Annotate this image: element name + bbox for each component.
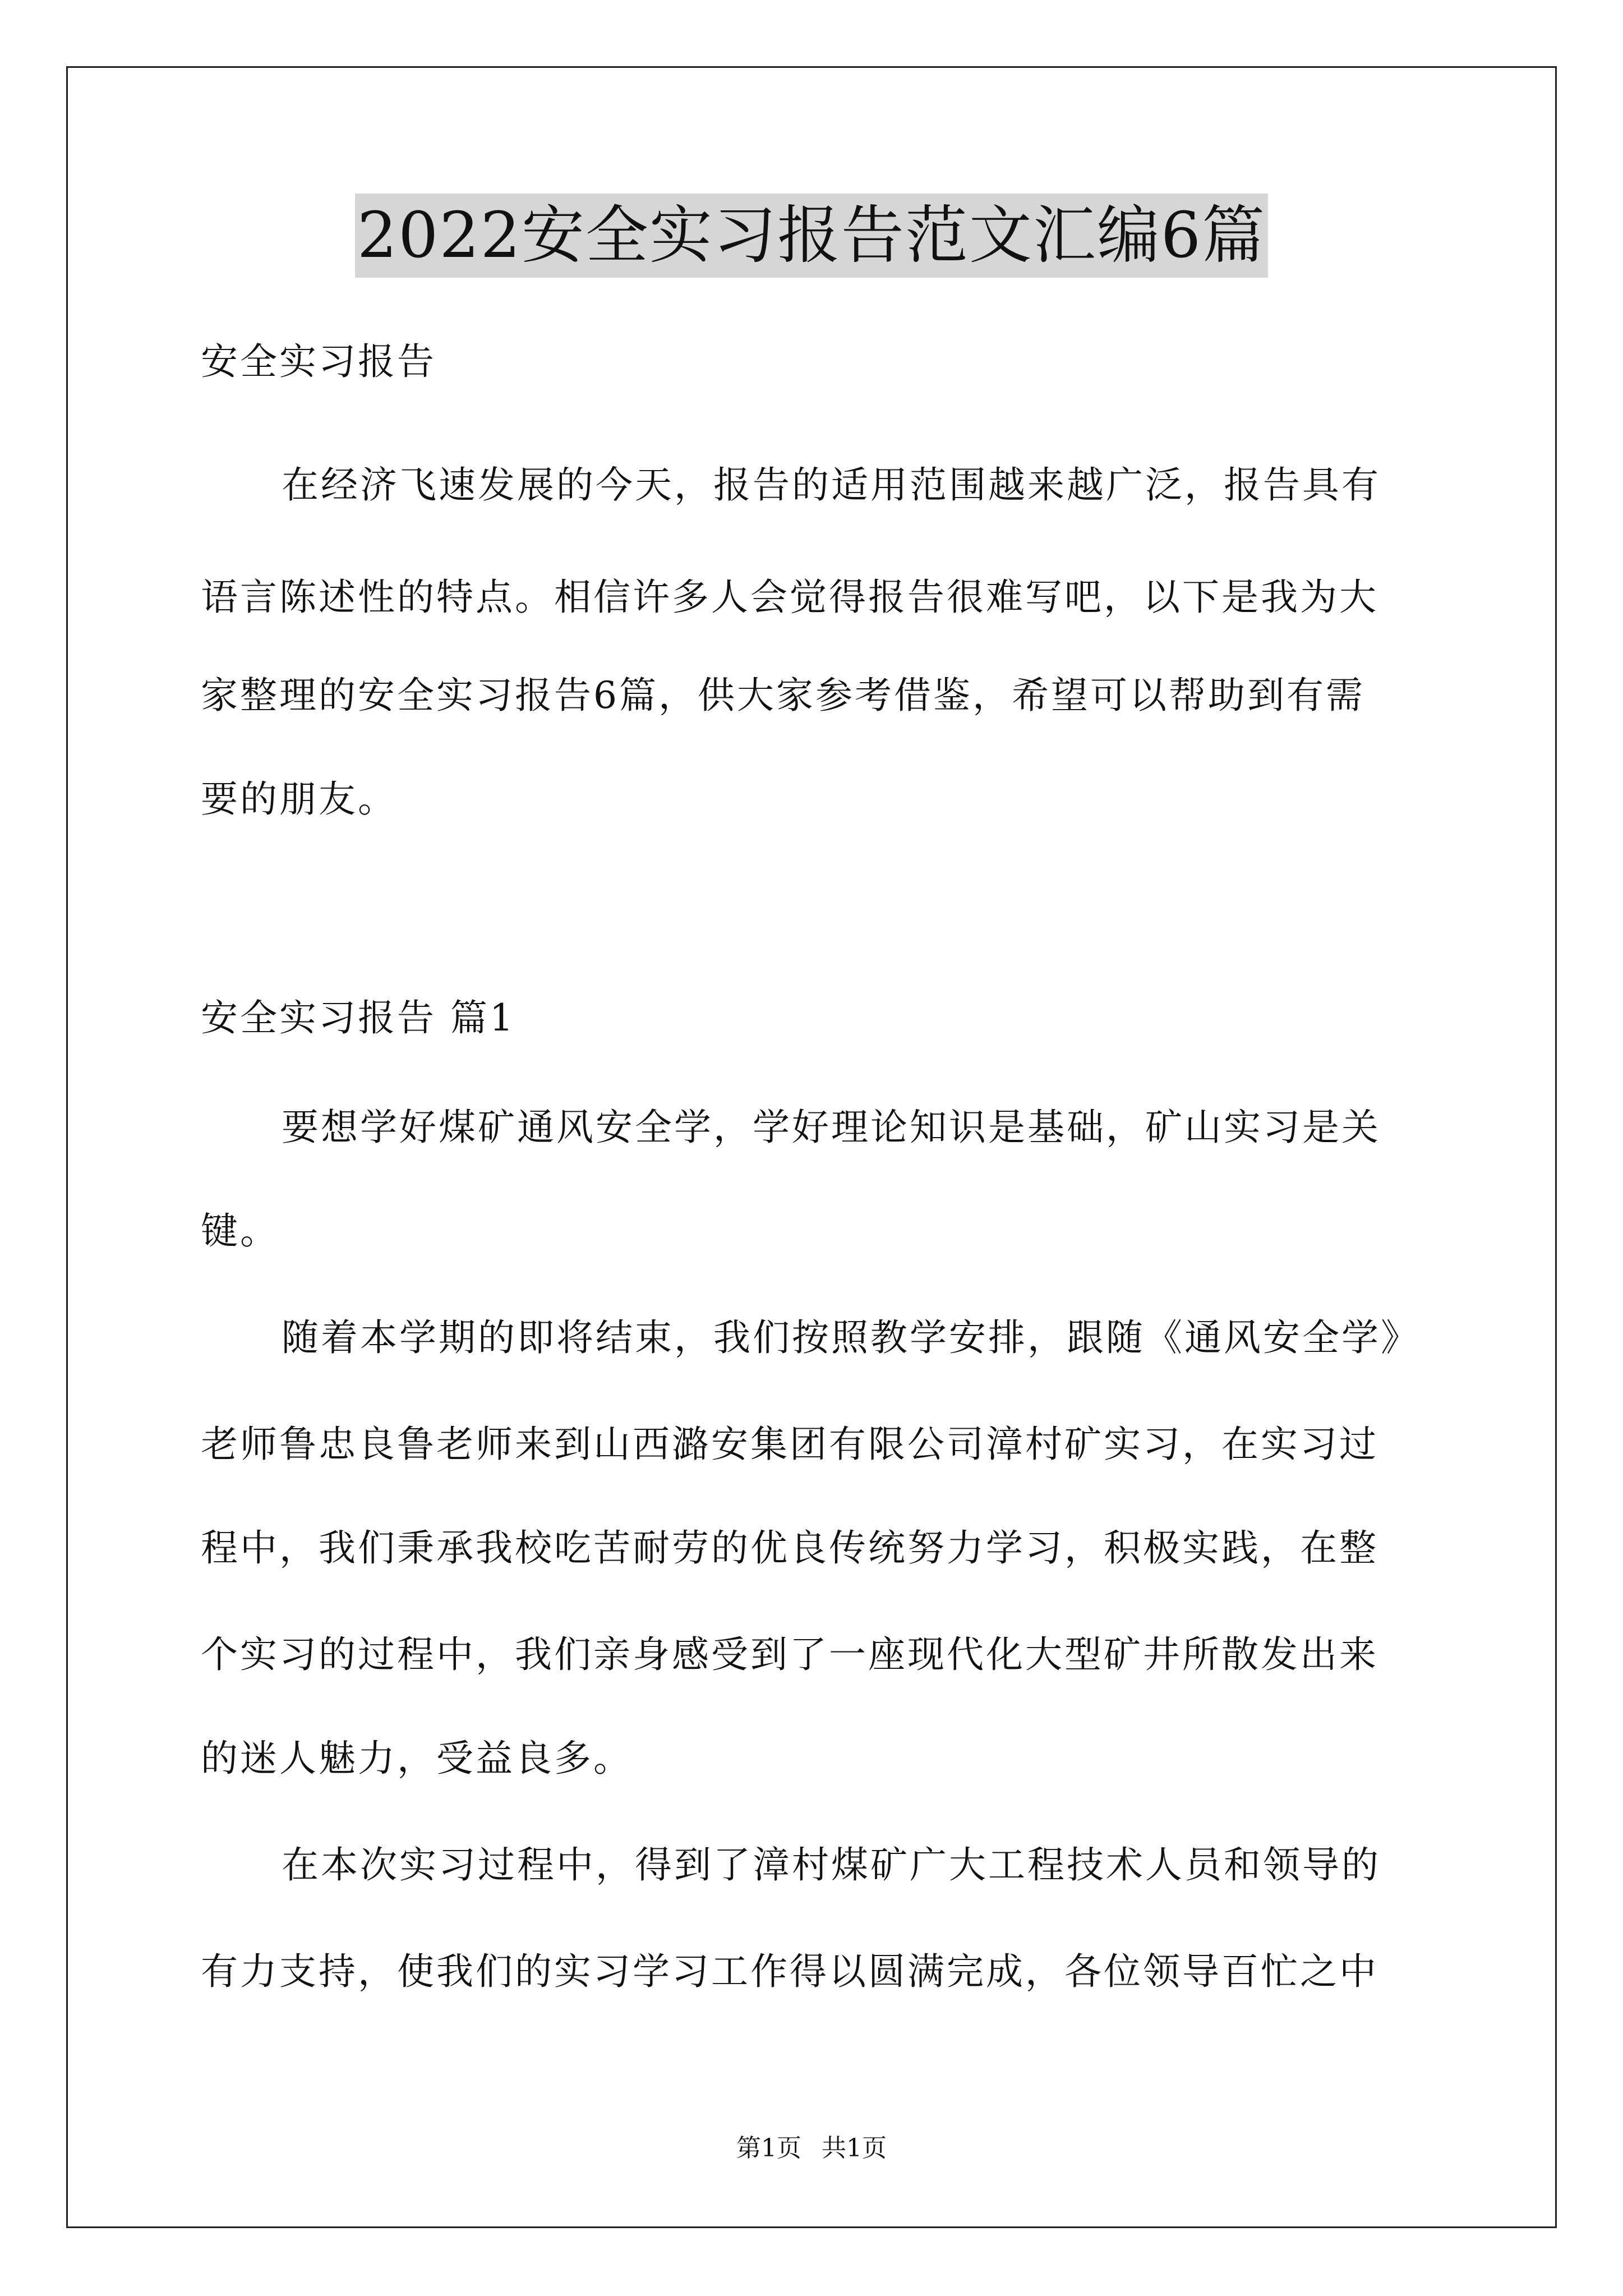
page-number: 第1页 xyxy=(736,2134,801,2162)
paragraph-line: 要想学好煤矿通风安全学，学好理论知识是基础，矿山实习是关 xyxy=(282,1106,1381,1149)
paragraph-line: 的迷人魅力，受益良多。 xyxy=(201,1737,633,1780)
document-title: 2022安全实习报告范文汇编6篇 xyxy=(355,194,1268,278)
paragraph-line: 程中，我们秉承我校吃苦耐劳的优良传统努力学习，积极实践，在整 xyxy=(201,1526,1378,1570)
section-heading: 安全实习报告 xyxy=(201,340,436,383)
page-footer xyxy=(0,2132,1623,2165)
paragraph-line: 语言陈述性的特点。相信许多人会觉得报告很难写吧，以下是我为大 xyxy=(201,576,1378,619)
paragraph-line: 老师鲁忠良鲁老师来到山西潞安集团有限公司漳村矿实习，在实习过 xyxy=(201,1423,1378,1466)
page-total: 共1页 xyxy=(822,2134,887,2162)
paragraph-line: 要的朋友。 xyxy=(201,777,397,821)
paragraph-line: 在本次实习过程中，得到了漳村煤矿广大工程技术人员和领导的 xyxy=(282,1843,1381,1887)
section-heading: 安全实习报告 篇1 xyxy=(201,996,515,1039)
paragraph-line: 随着本学期的即将结束，我们按照教学安排，跟随《通风安全学》 xyxy=(282,1316,1420,1359)
paragraph-line: 个实习的过程中，我们亲身感受到了一座现代化大型矿井所散发出来 xyxy=(201,1633,1378,1676)
paragraph-line: 有力支持，使我们的实习学习工作得以圆满完成，各位领导百忙之中 xyxy=(201,1950,1378,1993)
paragraph-line: 在经济飞速发展的今天，报告的适用范围越来越广泛，报告具有 xyxy=(282,463,1381,507)
paragraph-line: 键。 xyxy=(201,1209,279,1253)
paragraph-line: 家整理的安全实习报告6篇，供大家参考借鉴，希望可以帮助到有需 xyxy=(201,674,1365,717)
title-container xyxy=(0,194,1623,278)
